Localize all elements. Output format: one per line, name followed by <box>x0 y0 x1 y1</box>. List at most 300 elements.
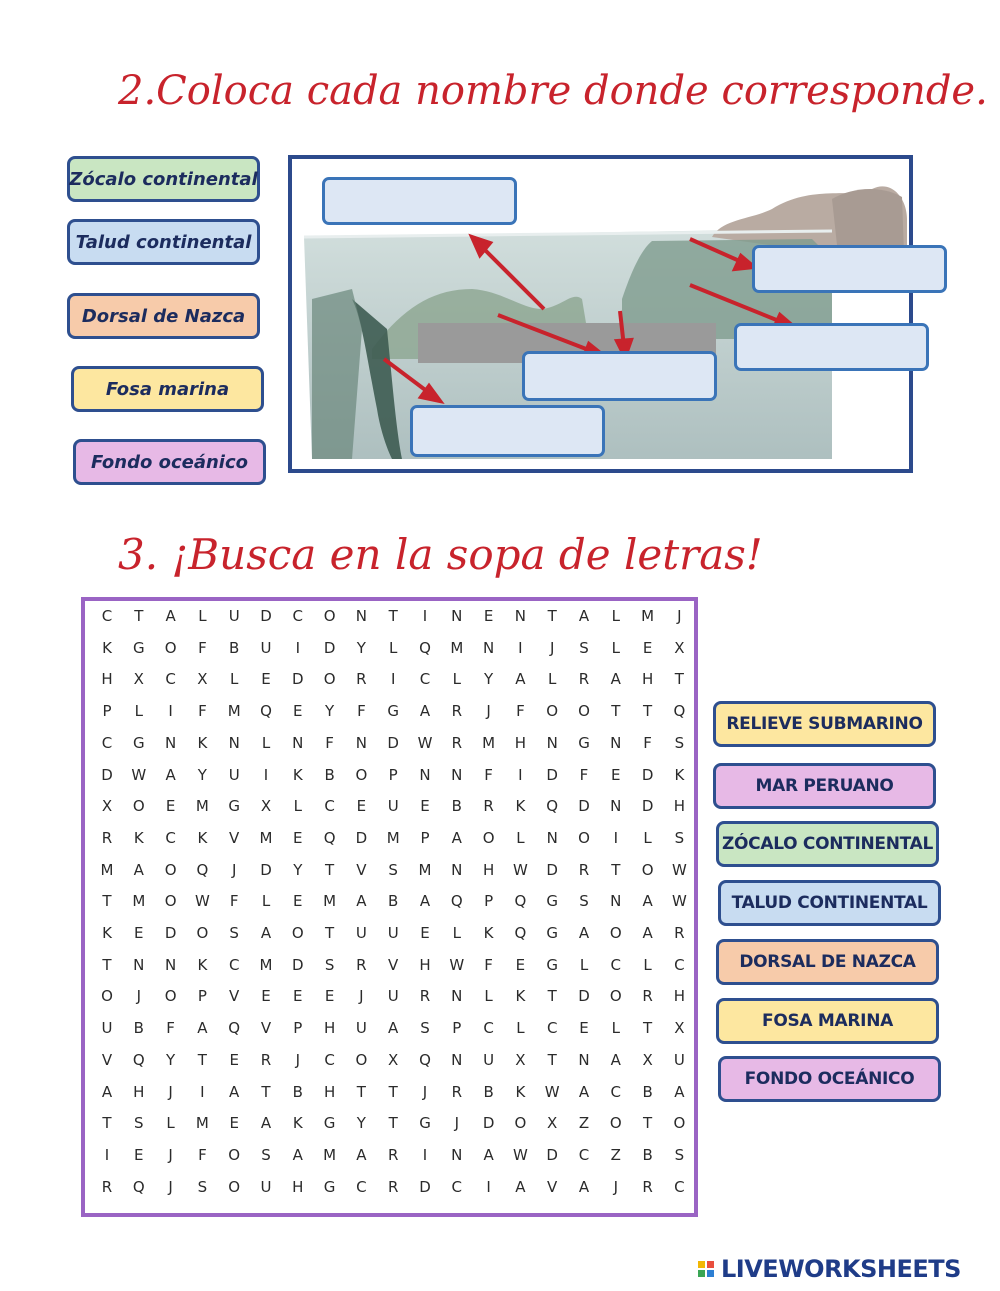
grid-letter[interactable]: A <box>133 860 144 879</box>
grid-letter[interactable]: H <box>323 1082 336 1101</box>
grid-letter[interactable]: U <box>260 1177 272 1196</box>
grid-letter[interactable]: C <box>674 955 685 974</box>
grid-letter[interactable]: I <box>518 638 523 657</box>
grid-letter[interactable]: X <box>642 1050 653 1069</box>
grid-letter[interactable]: L <box>261 733 271 752</box>
grid-letter[interactable]: L <box>579 955 589 974</box>
grid-letter[interactable]: N <box>610 733 622 752</box>
grid-letter[interactable]: P <box>388 765 398 784</box>
grid-letter[interactable]: K <box>102 638 112 657</box>
grid-letter[interactable]: R <box>419 987 431 1006</box>
grid-letter[interactable]: I <box>104 1145 110 1164</box>
grid-letter[interactable]: D <box>101 765 113 784</box>
grid-letter[interactable]: U <box>673 1050 685 1069</box>
grid-letter[interactable]: O <box>228 1145 241 1164</box>
grid-letter[interactable]: T <box>643 1114 653 1133</box>
grid-letter[interactable]: E <box>134 924 144 942</box>
grid-letter[interactable]: C <box>419 670 431 689</box>
grid-letter[interactable]: B <box>324 765 335 784</box>
grid-letter[interactable]: L <box>643 828 652 847</box>
grid-letter[interactable]: C <box>483 1019 494 1038</box>
grid-letter[interactable]: I <box>200 1082 205 1101</box>
grid-letter[interactable]: N <box>355 733 367 752</box>
grid-letter[interactable]: M <box>227 702 241 721</box>
grid-letter[interactable]: U <box>387 987 399 1006</box>
grid-letter[interactable]: N <box>355 607 367 625</box>
grid-letter[interactable]: I <box>422 1145 428 1164</box>
grid-letter[interactable]: A <box>578 1082 590 1101</box>
drop-box-3[interactable] <box>734 323 929 371</box>
grid-letter[interactable]: M <box>259 955 273 974</box>
grid-letter[interactable]: T <box>356 1082 366 1101</box>
grid-letter[interactable]: Q <box>323 828 336 847</box>
grid-letter[interactable]: A <box>197 1019 208 1038</box>
grid-letter[interactable]: O <box>609 924 622 942</box>
grid-letter[interactable]: R <box>451 733 463 752</box>
grid-letter[interactable]: R <box>483 797 494 816</box>
grid-letter[interactable]: S <box>674 828 685 847</box>
grid-letter[interactable]: N <box>419 765 431 784</box>
grid-letter[interactable]: Y <box>356 1114 366 1133</box>
grid-letter[interactable]: J <box>168 1082 173 1101</box>
grid-letter[interactable]: Y <box>166 1050 176 1069</box>
grid-letter[interactable]: A <box>419 702 431 721</box>
grid-letter[interactable]: I <box>422 607 428 625</box>
grid-letter[interactable]: N <box>610 797 622 816</box>
grid-letter[interactable]: N <box>482 638 495 657</box>
grid-letter[interactable]: K <box>515 987 526 1006</box>
grid-letter[interactable]: S <box>197 1177 208 1196</box>
grid-letter[interactable]: A <box>419 892 431 911</box>
grid-letter[interactable]: C <box>324 1050 335 1069</box>
grid-letter[interactable]: K <box>292 765 303 784</box>
grid-letter[interactable]: E <box>165 797 176 816</box>
grid-letter[interactable]: W <box>449 955 465 974</box>
grid-letter[interactable]: A <box>578 924 590 942</box>
grid-letter[interactable]: M <box>259 828 273 847</box>
grid-letter[interactable]: Y <box>325 702 335 721</box>
grid-letter[interactable]: G <box>419 1114 431 1133</box>
grid-letter[interactable]: X <box>388 1050 399 1069</box>
grid-letter[interactable]: C <box>610 1082 622 1101</box>
grid-letter[interactable]: D <box>355 828 368 847</box>
grid-letter[interactable]: M <box>323 892 337 911</box>
grid-letter[interactable]: D <box>641 797 654 816</box>
grid-letter[interactable]: Q <box>450 892 463 911</box>
grid-letter[interactable]: Q <box>132 1050 145 1069</box>
grid-letter[interactable]: G <box>578 733 590 752</box>
grid-letter[interactable]: H <box>482 860 495 879</box>
grid-letter[interactable]: T <box>134 607 144 625</box>
grid-letter[interactable]: E <box>229 1114 239 1133</box>
grid-letter[interactable]: A <box>610 670 621 689</box>
grid-letter[interactable]: Z <box>610 1145 621 1164</box>
grid-letter[interactable]: B <box>292 1082 303 1101</box>
grid-letter[interactable]: O <box>164 860 177 879</box>
grid-letter[interactable]: V <box>229 828 240 847</box>
grid-letter[interactable]: G <box>228 797 240 816</box>
grid-letter[interactable]: E <box>293 987 303 1006</box>
grid-letter[interactable]: X <box>260 797 272 816</box>
grid-letter[interactable]: D <box>292 670 304 689</box>
grid-letter[interactable]: O <box>101 987 113 1006</box>
grid-letter[interactable]: D <box>387 733 399 752</box>
grid-letter[interactable]: W <box>671 892 687 911</box>
grid-letter[interactable]: K <box>133 828 144 847</box>
grid-letter[interactable]: K <box>292 1114 303 1133</box>
grid-letter[interactable]: T <box>674 670 684 689</box>
grid-letter[interactable]: J <box>168 1177 173 1196</box>
grid-letter[interactable]: B <box>451 797 462 816</box>
grid-letter[interactable]: O <box>641 860 654 879</box>
grid-letter[interactable]: Q <box>260 702 272 721</box>
grid-letter[interactable]: O <box>355 1050 368 1069</box>
grid-letter[interactable]: D <box>546 765 558 784</box>
grid-letter[interactable]: M <box>641 607 655 625</box>
grid-letter[interactable]: I <box>263 765 269 784</box>
grid-letter[interactable]: T <box>388 607 398 625</box>
grid-letter[interactable]: D <box>164 924 177 942</box>
grid-letter[interactable]: U <box>355 1019 367 1038</box>
grid-letter[interactable]: K <box>197 955 208 974</box>
grid-letter[interactable]: O <box>132 797 145 816</box>
grid-letter[interactable]: I <box>295 638 301 657</box>
grid-letter[interactable]: N <box>451 765 463 784</box>
grid-letter[interactable]: H <box>673 987 686 1006</box>
grid-letter[interactable]: F <box>166 1019 175 1038</box>
grid-letter[interactable]: F <box>357 702 366 721</box>
grid-letter[interactable]: C <box>101 733 113 752</box>
grid-letter[interactable]: L <box>452 924 461 942</box>
grid-letter[interactable]: N <box>546 828 558 847</box>
grid-letter[interactable]: U <box>387 797 399 816</box>
grid-letter[interactable]: O <box>355 765 368 784</box>
grid-letter[interactable]: A <box>356 1145 367 1164</box>
grid-letter[interactable]: L <box>611 1019 620 1038</box>
grid-letter[interactable]: M <box>132 892 146 911</box>
grid-letter[interactable]: R <box>356 955 367 974</box>
grid-letter[interactable]: X <box>515 1050 526 1069</box>
grid-letter[interactable]: Z <box>578 1114 590 1133</box>
grid-letter[interactable]: N <box>133 955 145 974</box>
grid-letter[interactable]: F <box>579 765 589 784</box>
grid-letter[interactable]: T <box>388 1114 398 1133</box>
grid-letter[interactable]: R <box>642 1177 653 1196</box>
grid-letter[interactable]: L <box>198 607 207 625</box>
grid-letter[interactable]: Q <box>419 1050 431 1069</box>
label-fondo-oceanico[interactable]: Fondo oceánico <box>73 439 266 485</box>
grid-letter[interactable]: A <box>388 1019 399 1038</box>
grid-letter[interactable]: E <box>324 987 335 1006</box>
grid-letter[interactable]: A <box>515 1177 526 1196</box>
grid-letter[interactable]: J <box>677 607 682 625</box>
grid-letter[interactable]: M <box>195 797 209 816</box>
grid-letter[interactable]: S <box>420 1019 430 1038</box>
grid-letter[interactable]: O <box>578 702 590 721</box>
grid-letter[interactable]: A <box>642 924 653 942</box>
grid-letter[interactable]: K <box>483 924 494 942</box>
grid-letter[interactable]: R <box>642 987 653 1006</box>
grid-letter[interactable]: N <box>164 733 177 752</box>
grid-letter[interactable]: R <box>356 670 367 689</box>
grid-letter[interactable]: G <box>546 892 558 911</box>
grid-letter[interactable]: P <box>102 702 112 721</box>
grid-letter[interactable]: R <box>260 1050 272 1069</box>
grid-letter[interactable]: D <box>578 987 590 1006</box>
grid-letter[interactable]: L <box>643 955 652 974</box>
grid-letter[interactable]: T <box>547 987 557 1006</box>
grid-letter[interactable]: J <box>613 1177 619 1196</box>
grid-letter[interactable]: W <box>544 1082 560 1101</box>
grid-letter[interactable]: B <box>483 1082 494 1101</box>
grid-letter[interactable]: N <box>164 955 177 974</box>
grid-letter[interactable]: D <box>260 607 272 625</box>
grid-letter[interactable]: V <box>356 860 367 879</box>
grid-letter[interactable]: N <box>228 733 240 752</box>
grid-letter[interactable]: O <box>196 924 209 942</box>
grid-letter[interactable]: F <box>198 1145 207 1164</box>
grid-letter[interactable]: F <box>643 733 652 752</box>
grid-letter[interactable]: K <box>515 1082 526 1101</box>
grid-letter[interactable]: C <box>451 1177 463 1196</box>
grid-letter[interactable]: Q <box>673 702 686 721</box>
grid-letter[interactable]: S <box>579 892 589 911</box>
grid-letter[interactable]: O <box>673 1114 686 1133</box>
grid-letter[interactable]: C <box>324 797 335 816</box>
grid-letter[interactable]: J <box>549 638 555 657</box>
grid-letter[interactable]: U <box>101 1019 113 1038</box>
grid-letter[interactable]: F <box>229 892 239 911</box>
grid-letter[interactable]: N <box>610 892 622 911</box>
grid-letter[interactable]: C <box>165 670 176 689</box>
grid-letter[interactable]: P <box>484 892 494 911</box>
grid-letter[interactable]: T <box>102 892 112 911</box>
grid-letter[interactable]: A <box>515 670 526 689</box>
grid-letter[interactable]: D <box>482 1114 495 1133</box>
grid-letter[interactable]: C <box>674 1177 685 1196</box>
grid-letter[interactable]: R <box>451 1082 463 1101</box>
grid-letter[interactable]: T <box>611 702 621 721</box>
grid-letter[interactable]: B <box>642 1082 653 1101</box>
grid-letter[interactable]: G <box>132 638 145 657</box>
grid-letter[interactable]: K <box>515 797 526 816</box>
grid-letter[interactable]: I <box>390 670 396 689</box>
grid-letter[interactable]: D <box>546 1145 558 1164</box>
grid-letter[interactable]: E <box>293 828 303 847</box>
grid-letter[interactable]: V <box>229 987 240 1006</box>
grid-letter[interactable]: E <box>420 797 430 816</box>
grid-letter[interactable]: O <box>323 607 336 625</box>
grid-letter[interactable]: N <box>292 733 304 752</box>
grid-letter[interactable]: C <box>165 828 176 847</box>
grid-letter[interactable]: Y <box>293 860 303 879</box>
grid-letter[interactable]: R <box>674 924 685 942</box>
grid-letter[interactable]: J <box>295 1050 301 1069</box>
grid-letter[interactable]: Y <box>484 670 494 689</box>
grid-letter[interactable]: O <box>482 828 495 847</box>
drop-box-4[interactable] <box>522 351 717 401</box>
grid-letter[interactable]: Y <box>197 765 207 784</box>
grid-letter[interactable]: L <box>230 670 239 689</box>
grid-letter[interactable]: A <box>356 892 367 911</box>
grid-letter[interactable]: M <box>450 638 464 657</box>
grid-letter[interactable]: I <box>486 1177 491 1196</box>
grid-letter[interactable]: X <box>133 670 144 689</box>
grid-letter[interactable]: T <box>611 860 621 879</box>
grid-letter[interactable]: S <box>261 1145 271 1164</box>
grid-letter[interactable]: N <box>514 607 526 625</box>
grid-letter[interactable]: M <box>386 828 400 847</box>
grid-letter[interactable]: T <box>388 1082 398 1101</box>
grid-letter[interactable]: Q <box>419 638 431 657</box>
grid-letter[interactable]: A <box>165 765 176 784</box>
grid-letter[interactable]: I <box>168 702 173 721</box>
grid-letter[interactable]: I <box>613 828 619 847</box>
label-fosa-marina[interactable]: Fosa marina <box>71 366 264 412</box>
grid-letter[interactable]: S <box>579 638 589 657</box>
grid-letter[interactable]: B <box>642 1145 653 1164</box>
grid-letter[interactable]: L <box>548 670 557 689</box>
grid-letter[interactable]: C <box>610 955 622 974</box>
grid-letter[interactable]: V <box>260 1019 272 1038</box>
grid-letter[interactable]: L <box>452 670 461 689</box>
grid-letter[interactable]: E <box>483 607 494 625</box>
grid-letter[interactable]: O <box>291 924 304 942</box>
grid-letter[interactable]: A <box>674 1082 685 1101</box>
grid-letter[interactable]: N <box>451 607 463 625</box>
grid-letter[interactable]: Y <box>356 638 366 657</box>
grid-letter[interactable]: J <box>136 987 142 1006</box>
grid-letter[interactable]: A <box>578 607 590 625</box>
grid-letter[interactable]: U <box>260 638 272 657</box>
label-zocalo-continental[interactable]: Zócalo continental <box>67 156 260 202</box>
grid-letter[interactable]: A <box>165 607 176 625</box>
grid-letter[interactable]: E <box>356 797 367 816</box>
grid-letter[interactable]: A <box>451 828 462 847</box>
grid-letter[interactable]: R <box>387 1177 399 1196</box>
grid-letter[interactable]: S <box>388 860 398 879</box>
grid-letter[interactable]: L <box>261 892 271 911</box>
grid-letter[interactable]: F <box>484 955 493 974</box>
grid-letter[interactable]: F <box>198 638 207 657</box>
grid-letter[interactable]: J <box>231 860 237 879</box>
grid-letter[interactable]: X <box>197 670 208 689</box>
grid-letter[interactable]: W <box>417 733 433 752</box>
grid-letter[interactable]: G <box>546 924 558 942</box>
grid-letter[interactable]: L <box>484 987 493 1006</box>
grid-letter[interactable]: M <box>418 860 432 879</box>
grid-letter[interactable]: N <box>451 1145 463 1164</box>
grid-letter[interactable]: O <box>514 1114 527 1133</box>
grid-letter[interactable]: R <box>451 702 463 721</box>
drop-box-5[interactable] <box>410 405 605 457</box>
grid-letter[interactable]: T <box>325 860 335 879</box>
grid-letter[interactable]: W <box>512 1145 528 1164</box>
grid-letter[interactable]: O <box>164 987 177 1006</box>
grid-letter[interactable]: D <box>260 860 272 879</box>
grid-letter[interactable]: A <box>610 1050 621 1069</box>
grid-letter[interactable]: F <box>198 702 207 721</box>
grid-letter[interactable]: A <box>229 1082 240 1101</box>
grid-letter[interactable]: E <box>420 924 430 942</box>
drop-box-1[interactable] <box>322 177 517 225</box>
grid-letter[interactable]: N <box>451 987 463 1006</box>
grid-letter[interactable]: G <box>546 955 558 974</box>
grid-letter[interactable]: H <box>101 670 113 689</box>
grid-letter[interactable]: H <box>292 1177 304 1196</box>
grid-letter[interactable]: J <box>168 1145 173 1164</box>
grid-letter[interactable]: T <box>261 1082 271 1101</box>
grid-letter[interactable]: B <box>229 638 240 657</box>
grid-letter[interactable]: R <box>101 828 113 847</box>
grid-letter[interactable]: B <box>133 1019 144 1038</box>
grid-letter[interactable]: M <box>100 860 114 879</box>
label-dorsal-de-nazca[interactable]: Dorsal de Nazca <box>67 293 260 339</box>
grid-letter[interactable]: H <box>133 1082 145 1101</box>
grid-letter[interactable]: C <box>356 1177 367 1196</box>
grid-letter[interactable]: T <box>102 1114 112 1133</box>
grid-letter[interactable]: K <box>102 924 112 942</box>
grid-letter[interactable]: U <box>228 765 240 784</box>
grid-letter[interactable]: M <box>323 1145 337 1164</box>
grid-letter[interactable]: C <box>546 1019 558 1038</box>
grid-letter[interactable]: E <box>261 670 271 689</box>
grid-letter[interactable]: A <box>101 1082 113 1101</box>
grid-letter[interactable]: B <box>388 892 399 911</box>
grid-letter[interactable]: G <box>132 733 145 752</box>
grid-letter[interactable]: O <box>228 1177 241 1196</box>
grid-letter[interactable]: L <box>166 1114 175 1133</box>
grid-letter[interactable]: X <box>547 1114 558 1133</box>
grid-letter[interactable]: L <box>516 1019 525 1038</box>
grid-letter[interactable]: W <box>194 892 210 911</box>
grid-letter[interactable]: G <box>387 702 399 721</box>
grid-letter[interactable]: P <box>420 828 430 847</box>
grid-letter[interactable]: P <box>293 1019 303 1038</box>
grid-letter[interactable]: K <box>197 828 208 847</box>
grid-letter[interactable]: J <box>486 702 491 721</box>
grid-letter[interactable]: A <box>260 1114 272 1133</box>
grid-letter[interactable]: P <box>197 987 207 1006</box>
grid-letter[interactable]: D <box>292 955 304 974</box>
grid-letter[interactable]: L <box>293 797 302 816</box>
grid-letter[interactable]: F <box>516 702 525 721</box>
grid-letter[interactable]: C <box>292 607 304 625</box>
grid-letter[interactable]: V <box>101 1050 113 1069</box>
grid-letter[interactable]: E <box>134 1145 144 1164</box>
grid-letter[interactable]: L <box>611 638 620 657</box>
grid-letter[interactable]: H <box>323 1019 336 1038</box>
grid-letter[interactable]: A <box>642 892 653 911</box>
grid-letter[interactable]: U <box>483 1050 495 1069</box>
grid-letter[interactable]: D <box>546 860 558 879</box>
grid-letter[interactable]: L <box>134 702 143 721</box>
grid-letter[interactable]: U <box>355 924 367 942</box>
grid-letter[interactable]: G <box>323 1177 336 1196</box>
grid-letter[interactable]: X <box>674 1019 685 1038</box>
grid-letter[interactable]: U <box>228 607 240 625</box>
grid-letter[interactable]: Q <box>228 1019 241 1038</box>
grid-letter[interactable]: E <box>515 955 526 974</box>
grid-letter[interactable]: E <box>642 638 653 657</box>
grid-letter[interactable]: O <box>323 670 336 689</box>
grid-letter[interactable]: T <box>102 955 112 974</box>
grid-letter[interactable]: Q <box>196 860 209 879</box>
grid-letter[interactable]: T <box>643 1019 653 1038</box>
grid-letter[interactable]: W <box>671 860 687 879</box>
grid-letter[interactable]: H <box>514 733 527 752</box>
grid-letter[interactable]: O <box>578 828 590 847</box>
